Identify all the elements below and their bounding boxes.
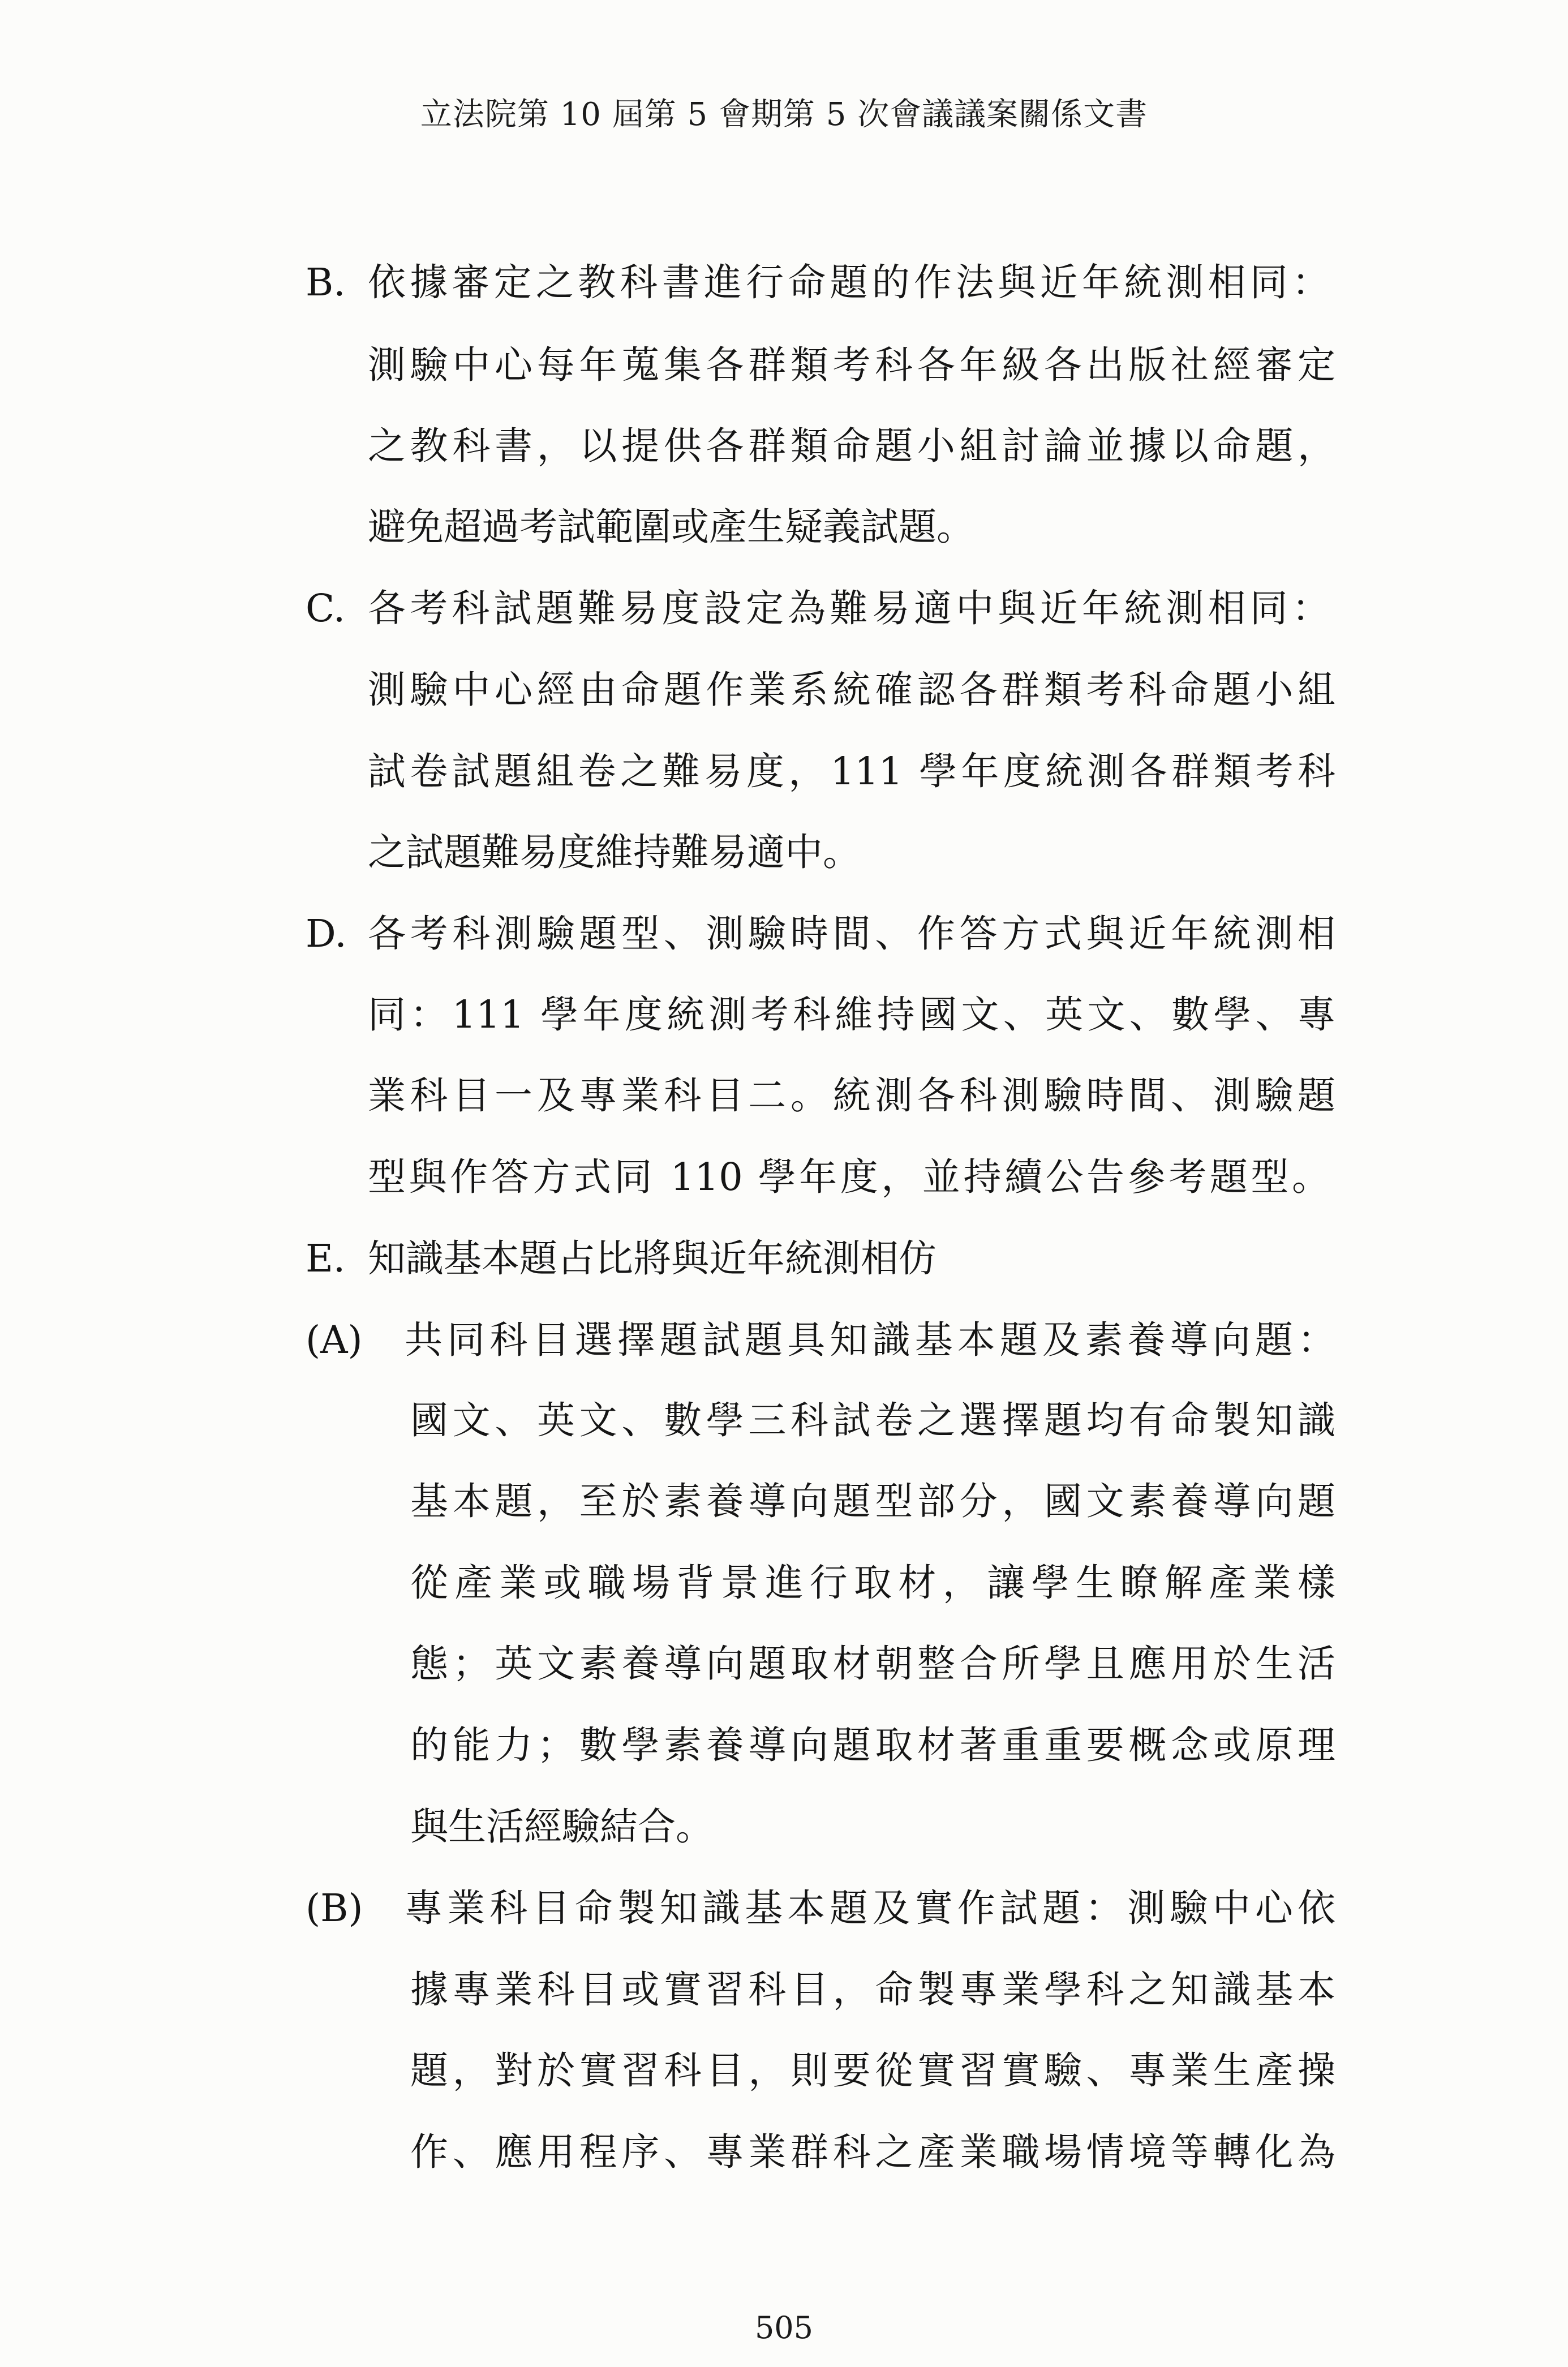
- page-number: 505: [754, 2310, 814, 2345]
- item-d-line-4: 型與作答方式同 110 學年度，並持續公告參考題型。: [368, 1155, 1330, 1199]
- item-bb-line-4: 作、應用程序、專業群科之產業職場情境等轉化為: [410, 2130, 1335, 2174]
- item-c-line-1: 各考科試題難易度設定為難易適中與近年統測相同：: [368, 586, 1330, 630]
- item-bb-line-1: 專業科目命製知識基本題及實作試題：測驗中心依: [405, 1886, 1335, 1930]
- item-b-line-1: 依據審定之教科書進行命題的作法與近年統測相同：: [368, 260, 1330, 304]
- item-bb-marker: (B): [306, 1886, 363, 1930]
- item-a-line-3: 基本題，至於素養導向題型部分，國文素養導向題: [410, 1479, 1335, 1523]
- item-c-marker: C.: [306, 586, 346, 630]
- document-header: 立法院第 10 屆第 5 會期第 5 次會議議案關係文書: [420, 96, 1148, 133]
- item-b-marker: B.: [306, 260, 346, 304]
- item-d-line-2: 同：111 學年度統測考科維持國文、英文、數學、專: [368, 993, 1335, 1037]
- item-bb-line-3: 題，對於實習科目，則要從實習實驗、專業生產操: [410, 2048, 1335, 2093]
- item-d-marker: D.: [306, 912, 347, 956]
- item-a-line-5: 態；英文素養導向題取材朝整合所學且應用於生活: [410, 1642, 1335, 1686]
- item-d-line-3: 業科目一及專業科目二。統測各科測驗時間、測驗題: [368, 1073, 1335, 1118]
- item-a-marker: (A): [306, 1318, 363, 1362]
- item-e-marker: E.: [306, 1236, 346, 1281]
- item-a-line-2: 國文、英文、數學三科試卷之選擇題均有命製知識: [410, 1398, 1335, 1442]
- item-bb-line-2: 據專業科目或實習科目，命製專業學科之知識基本: [410, 1968, 1335, 2012]
- item-c-line-4: 之試題難易度維持難易適中。: [368, 830, 861, 874]
- item-b-line-2: 測驗中心每年蒐集各群類考科各年級各出版社經審定: [368, 343, 1335, 387]
- item-a-line-1: 共同科目選擇題試題具知識基本題及素養導向題：: [405, 1318, 1335, 1362]
- item-a-line-7: 與生活經驗結合。: [410, 1805, 714, 1849]
- item-e-line-1: 知識基本題占比將與近年統測相仿: [368, 1236, 936, 1281]
- item-b-line-3: 之教科書，以提供各群類命題小組討論並據以命題，: [368, 424, 1335, 468]
- item-d-line-1: 各考科測驗題型、測驗時間、作答方式與近年統測相: [368, 912, 1335, 956]
- item-c-line-2: 測驗中心經由命題作業系統確認各群類考科命題小組: [368, 668, 1335, 712]
- item-a-line-6: 的能力；數學素養導向題取材著重重要概念或原理: [410, 1723, 1335, 1767]
- item-a-line-4: 從產業或職場背景進行取材，讓學生瞭解產業樣: [410, 1561, 1335, 1605]
- item-b-line-4: 避免超過考試範圍或產生疑義試題。: [368, 505, 974, 549]
- item-c-line-3: 試卷試題組卷之難易度，111 學年度統測各群類考科: [368, 749, 1335, 793]
